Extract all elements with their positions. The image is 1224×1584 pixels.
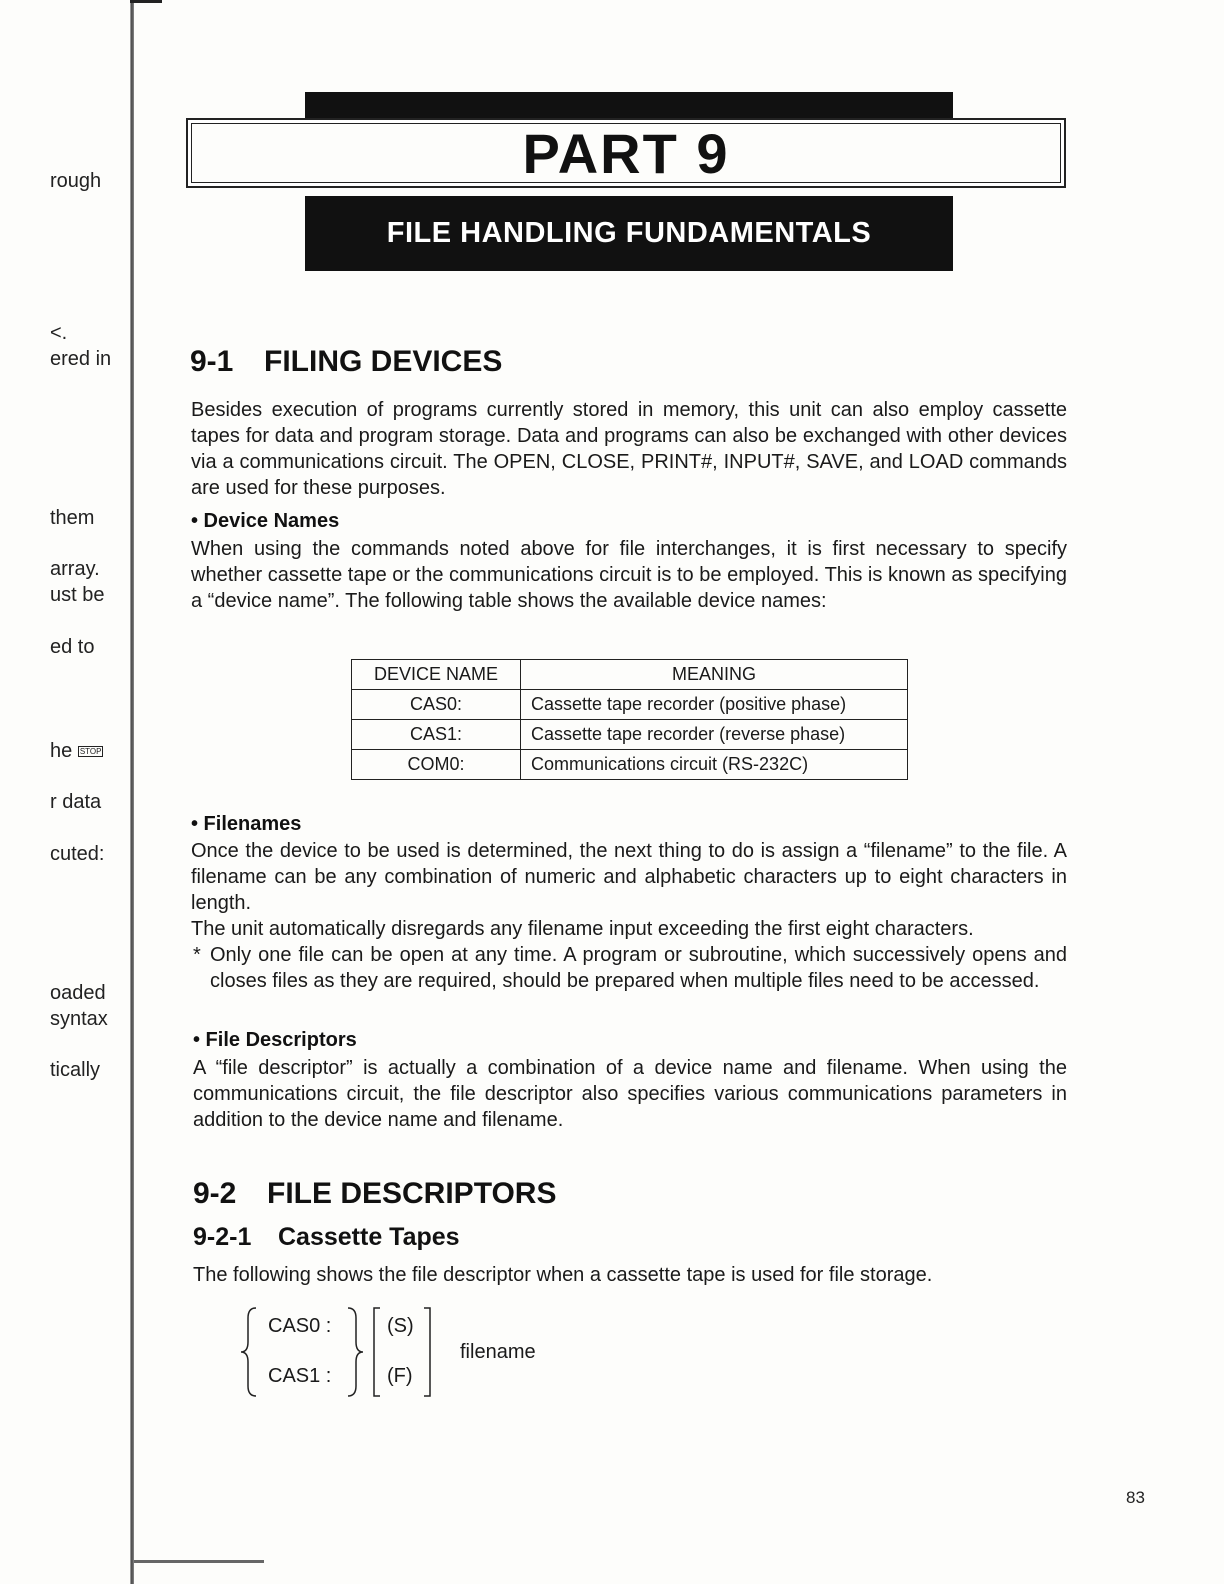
right-brace bbox=[348, 1308, 363, 1396]
table-cell: CAS0: bbox=[352, 690, 521, 720]
table-header: MEANING bbox=[521, 660, 908, 690]
margin-fragment: tically bbox=[50, 1059, 101, 1081]
margin-fragment: rough bbox=[50, 170, 102, 192]
left-bracket bbox=[374, 1308, 380, 1396]
device-name-table bbox=[351, 659, 908, 780]
format-filename: filename bbox=[460, 1341, 536, 1363]
intro-paragraph: Besides execution of programs currently stored in memory, this unit can also employ cassette tapes for data and program storage. Data and programs can also be exchanged with other devices via a communications circuit. The OPEN, CLOSE, PRINT#, INPUT#, SAVE, and LOAD commands are used for these purposes. bbox=[191, 399, 1067, 499]
filenames-paragraph: Once the device to be used is determined, the next thing to do is assign a “filename” to the file. A filename can be any combination of numeric and alphabetic characters up to eight characters in length. bbox=[191, 840, 1067, 914]
header-bar-top bbox=[305, 92, 953, 118]
margin-fragment: r data bbox=[50, 791, 102, 813]
section-heading-9-2 bbox=[193, 1177, 556, 1211]
table-cell: COM0: bbox=[352, 750, 521, 780]
table-header: DEVICE NAME bbox=[352, 660, 521, 690]
table-cell: Cassette tape recorder (positive phase) bbox=[521, 690, 908, 720]
table-row bbox=[352, 750, 908, 780]
stop-key-icon: STOP bbox=[79, 746, 102, 756]
binding-edge bbox=[130, 0, 134, 1584]
margin-fragment: them bbox=[50, 507, 95, 529]
margin-fragment: <. bbox=[50, 322, 68, 344]
note-text: Only one file can be open at any time. A program or subroutine, which successively opens and closes files as they are required, should be prepared when multiple files need to be accessed. bbox=[210, 944, 1067, 992]
section-number: 9-2 bbox=[193, 1177, 237, 1210]
left-brace bbox=[241, 1308, 256, 1396]
part-title: PART 9 bbox=[522, 121, 730, 185]
margin-fragment-text: he bbox=[50, 740, 73, 762]
note-mark: * bbox=[193, 944, 201, 966]
table-cell: Cassette tape recorder (reverse phase) bbox=[521, 720, 908, 750]
device-names-paragraph: When using the commands noted above for file interchanges, it is first necessary to specify whether cassette tape or the communications circuit is to be employed. This is known as specifying a “device name”. The following table shows the available device names: bbox=[191, 538, 1067, 612]
table-cell: Communications circuit (RS-232C) bbox=[521, 750, 908, 780]
part-subtitle: FILE HANDLING FUNDAMENTALS bbox=[386, 217, 872, 249]
margin-fragment: ed to bbox=[50, 636, 95, 658]
table-row bbox=[352, 690, 908, 720]
part-title-box bbox=[186, 118, 1066, 188]
margin-fragment: ust be bbox=[50, 584, 105, 606]
subsection-number: 9-2-1 bbox=[193, 1223, 252, 1251]
section-title: FILING DEVICES bbox=[264, 345, 503, 378]
filenames-note bbox=[193, 942, 1067, 994]
filenames-heading: • Filenames bbox=[191, 813, 302, 835]
section-number: 9-1 bbox=[190, 345, 234, 378]
section-heading-9-1 bbox=[190, 345, 502, 379]
binding-bottom-mark bbox=[134, 1560, 264, 1563]
format-option-f: (F) bbox=[387, 1365, 413, 1387]
table-row bbox=[352, 720, 908, 750]
binding-top-mark bbox=[130, 0, 162, 3]
page-number: 83 bbox=[1126, 1488, 1145, 1507]
margin-fragment: ered in bbox=[50, 348, 112, 370]
subsection-heading-9-2-1 bbox=[193, 1223, 460, 1252]
subtitle-bar bbox=[305, 196, 953, 271]
file-descriptors-heading: • File Descriptors bbox=[193, 1029, 357, 1051]
right-bracket bbox=[424, 1308, 430, 1396]
margin-fragment bbox=[50, 740, 103, 763]
cassette-paragraph: The following shows the file descriptor when a cassette tape is used for file storage. bbox=[193, 1264, 933, 1286]
file-descriptors-paragraph: A “file descriptor” is actually a combination of a device name and filename. When using the communications circuit, the file descriptor also specifies various communications parameters in addition to the device name and filename. bbox=[193, 1057, 1067, 1131]
format-device-cas0: CAS0 : bbox=[268, 1315, 332, 1337]
format-option-s: (S) bbox=[387, 1315, 414, 1337]
section-title: FILE DESCRIPTORS bbox=[267, 1177, 557, 1210]
table-cell: CAS1: bbox=[352, 720, 521, 750]
margin-fragment: cuted: bbox=[50, 843, 105, 865]
filenames-limit-text: The unit automatically disregards any filename input exceeding the first eight characters. bbox=[191, 918, 974, 940]
margin-fragment: oaded bbox=[50, 982, 106, 1004]
margin-fragment: syntax bbox=[50, 1008, 108, 1030]
format-device-cas1: CAS1 : bbox=[268, 1365, 332, 1387]
margin-fragment: array. bbox=[50, 558, 100, 580]
device-names-heading: • Device Names bbox=[191, 510, 340, 532]
subsection-title: Cassette Tapes bbox=[278, 1223, 460, 1251]
table-header-row bbox=[352, 660, 908, 690]
